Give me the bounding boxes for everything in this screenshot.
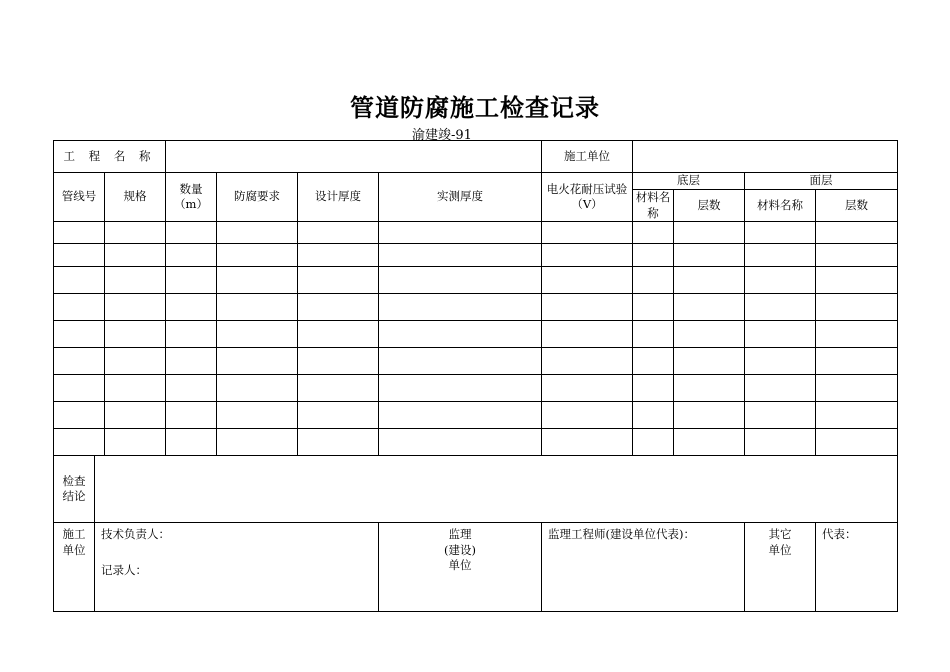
table-cell[interactable] [105,244,166,267]
signature-row [54,523,898,612]
supervisor-sign-field[interactable]: 监理工程师(建设单位代表)： [542,523,745,612]
inspection-form-table [53,140,898,612]
table-cell[interactable] [633,375,674,402]
table-cell[interactable] [542,244,633,267]
tech-lead-label: 技术负责人： [101,527,170,542]
table-cell[interactable] [298,348,379,375]
table-row [54,267,898,294]
conclusion-label: 检查 结论 [54,456,95,523]
table-cell[interactable] [54,402,105,429]
col-top-layer-count: 层数 [816,190,898,222]
table-cell[interactable] [298,402,379,429]
table-cell[interactable] [54,429,105,456]
table-cell[interactable] [633,321,674,348]
table-cell[interactable] [54,375,105,402]
table-cell[interactable] [542,348,633,375]
table-cell[interactable] [816,402,898,429]
table-row [54,375,898,402]
table-cell[interactable] [298,294,379,321]
col-quantity [166,173,217,222]
page-title: 管道防腐施工检查记录 [350,93,600,122]
col-measured-thickness: 实测厚度 [379,173,542,222]
table-cell[interactable] [816,429,898,456]
table-cell[interactable] [745,402,816,429]
table-cell[interactable] [298,267,379,294]
col-base-material-name: 材料名称 [633,190,674,222]
recorder-label: 记录人： [101,563,147,578]
table-cell[interactable] [166,348,217,375]
table-row [54,429,898,456]
table-cell[interactable] [105,402,166,429]
table-cell[interactable] [54,267,105,294]
table-cell[interactable] [217,267,298,294]
table-cell[interactable] [217,348,298,375]
table-cell[interactable] [542,375,633,402]
table-cell[interactable] [105,222,166,244]
table-cell[interactable] [674,267,745,294]
form-code: 渝建竣-91 [412,128,472,143]
table-cell[interactable] [745,321,816,348]
table-row [54,294,898,321]
table-cell[interactable] [217,244,298,267]
table-cell[interactable] [745,375,816,402]
table-cell[interactable] [633,294,674,321]
col-design-thickness: 设计厚度 [298,173,379,222]
table-cell[interactable] [542,402,633,429]
table-cell[interactable] [633,222,674,244]
table-cell[interactable] [745,348,816,375]
table-cell[interactable] [105,375,166,402]
table-cell[interactable] [298,244,379,267]
col-base-layer: 底层 [633,173,745,190]
table-cell[interactable] [298,429,379,456]
table-cell[interactable] [633,267,674,294]
contractor-label: 施工单位 [542,141,633,173]
table-cell[interactable] [217,294,298,321]
col-spark-test-unit: （V） [571,197,603,212]
col-quantity-unit: （m） [174,197,208,212]
conclusion-row [54,456,898,523]
table-cell[interactable] [633,429,674,456]
table-cell[interactable] [166,429,217,456]
project-name-field[interactable] [166,141,542,173]
supervisor-sign-label: 监理 (建设) 单位 [379,523,542,612]
table-cell[interactable] [217,429,298,456]
col-pipe-no: 管线号 [54,173,105,222]
table-cell[interactable] [674,348,745,375]
table-cell[interactable] [379,429,542,456]
table-cell[interactable] [54,294,105,321]
table-cell[interactable] [166,321,217,348]
table-cell[interactable] [166,402,217,429]
col-spark-test-label: 电火花耐压试验 [546,181,628,196]
table-cell[interactable] [633,244,674,267]
table-cell[interactable] [105,429,166,456]
other-sign-label: 其它 单位 [745,523,816,612]
table-cell[interactable] [54,348,105,375]
table-cell[interactable] [379,348,542,375]
col-quantity-label: 数量 [179,181,203,196]
representative-field[interactable]: 代表： [816,523,898,612]
table-cell[interactable] [745,267,816,294]
col-top-material-name: 材料名称 [745,190,816,222]
table-cell[interactable] [105,348,166,375]
table-cell[interactable] [217,222,298,244]
table-cell[interactable] [816,321,898,348]
table-cell[interactable] [217,402,298,429]
col-spark-test [542,173,633,222]
table-cell[interactable] [542,267,633,294]
header-row [54,141,898,173]
contractor-sign-field[interactable] [95,523,379,612]
table-cell[interactable] [816,222,898,244]
table-cell[interactable] [674,321,745,348]
table-cell[interactable] [745,222,816,244]
conclusion-field[interactable] [95,456,898,523]
contractor-field[interactable] [633,141,898,173]
table-cell[interactable] [674,294,745,321]
table-cell[interactable] [298,321,379,348]
project-name-label: 工 程 名 称 [54,141,166,173]
table-cell[interactable] [542,294,633,321]
col-top-layer: 面层 [745,173,898,190]
table-row [54,222,898,244]
table-cell[interactable] [105,321,166,348]
table-cell[interactable] [379,294,542,321]
table-cell[interactable] [298,222,379,244]
table-cell[interactable] [542,429,633,456]
table-cell[interactable] [674,244,745,267]
table-cell[interactable] [54,222,105,244]
table-cell[interactable] [166,222,217,244]
table-cell[interactable] [816,375,898,402]
table-cell[interactable] [674,402,745,429]
table-cell[interactable] [166,267,217,294]
col-base-layer-count: 层数 [674,190,745,222]
table-cell[interactable] [54,321,105,348]
data-rows [54,222,898,456]
table-cell[interactable] [54,244,105,267]
table-cell[interactable] [674,222,745,244]
table-cell[interactable] [105,294,166,321]
table-cell[interactable] [217,375,298,402]
table-cell[interactable] [105,267,166,294]
table-cell[interactable] [166,244,217,267]
column-header-row-1 [54,173,898,190]
table-cell[interactable] [745,294,816,321]
table-cell[interactable] [745,244,816,267]
table-cell[interactable] [298,375,379,402]
table-cell[interactable] [816,267,898,294]
col-spec: 规格 [105,173,166,222]
table-cell[interactable] [816,348,898,375]
table-cell[interactable] [542,321,633,348]
table-cell[interactable] [633,402,674,429]
table-cell[interactable] [542,222,633,244]
table-cell[interactable] [745,429,816,456]
table-row [54,348,898,375]
table-cell[interactable] [674,375,745,402]
table-cell[interactable] [166,294,217,321]
table-row [54,321,898,348]
table-row [54,244,898,267]
col-requirement: 防腐要求 [217,173,298,222]
table-cell[interactable] [217,321,298,348]
table-cell[interactable] [166,375,217,402]
table-cell[interactable] [674,429,745,456]
table-row [54,402,898,429]
contractor-sign-label: 施工 单位 [54,523,95,612]
table-cell[interactable] [379,244,542,267]
table-cell[interactable] [379,402,542,429]
table-cell[interactable] [816,294,898,321]
table-cell[interactable] [379,267,542,294]
table-cell[interactable] [379,222,542,244]
table-cell[interactable] [379,321,542,348]
table-cell[interactable] [379,375,542,402]
table-cell[interactable] [633,348,674,375]
table-cell[interactable] [816,244,898,267]
